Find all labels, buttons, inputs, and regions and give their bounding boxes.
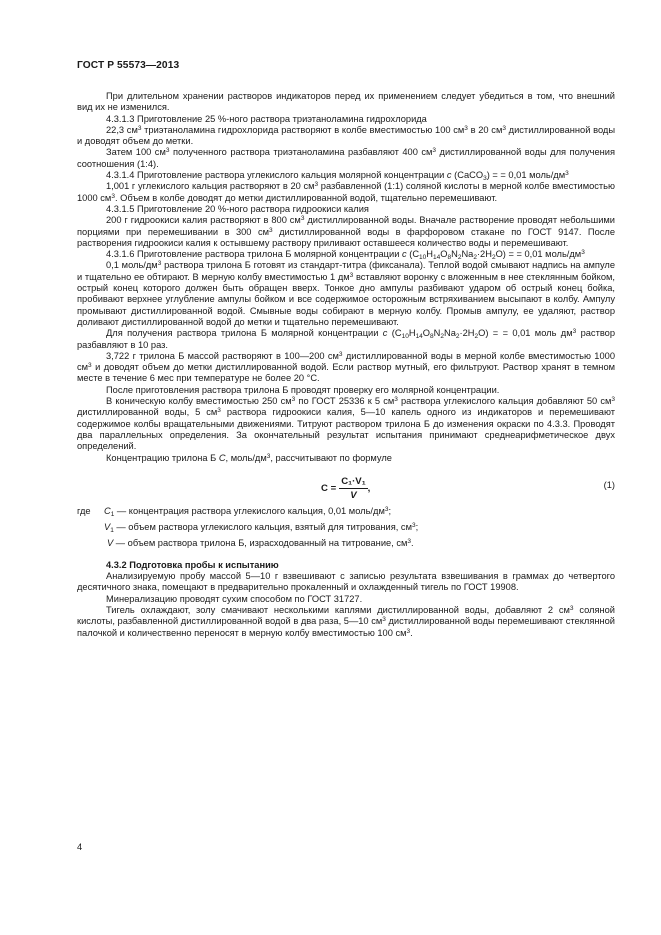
paragraph: Анализируемую пробу массой 5—10 г взвешивают с записью результата взвешивания в граммах до четвертого десятичного знака, помещают в предварительно прокаленный и охлажденный тигель по ГОСТ 19908. — [77, 571, 615, 593]
where-definition: V — объем раствора трилона Б, израсходованный на титрование, $см^3$. — [107, 537, 414, 548]
formula-fraction — [339, 476, 367, 502]
subsection-heading: 4.3.1.5 Приготовление 20 %-ного раствора гидроокиси калия — [106, 203, 369, 214]
paragraph: 200 г гидроокиси калия растворяют в 800 $см^3$ дистиллированной воды. Вначале растворение проводят небольшими порциями при перемешивании в 300 $см^3$ дистиллированной воды в фарфоровом стакане по ГОСТ 9147. После растворения гидроокиси калия к остывшему раствору приливают оставшееся количество воды и перемешивают. — [77, 215, 615, 248]
formula-tail: , — [367, 482, 371, 494]
where-definition: $V_1$ — объем раствора углекислого кальция, взятый для титрования, $см^3$; — [104, 521, 419, 534]
document-header: ГОСТ Р 55573—2013 — [77, 60, 180, 71]
paragraph: Тигель охлаждают, золу смачивают несколькими каплями дистиллированной воды, добавляют 2 $см^3$ соляной кислоты, разбавленной дистиллированной водой в два раза, 5—10 $см^3$ дистиллированной воды перемешивают стеклянной палочкой и количественно переносят в мерную колбу вместимостью 100 $см^3$. — [77, 604, 615, 638]
paragraph: При длительном хранении растворов индикаторов перед их применением следует убедиться в том, что внешний вид их не изменился. — [77, 91, 615, 113]
paragraph: В коническую колбу вместимостью 250 $см^3$ по ГОСТ 25336 к 5 $см^3$ раствора углекислого кальция добавляют 50 $см^3$ дистиллированной воды, 5 $см^3$ раствора гидроокиси калия, 5—10 капель одного из индикаторов и перемешивают содержимое колбы вращательными движениями. Титруют раствором трилона Б до изменения окраски по 4.3.3. Проводят два параллельных определения. За окончательный результат испытания принимают среднеарифметическое двух определений. — [77, 395, 615, 452]
where-row — [77, 538, 615, 554]
formula-number: (1) — [603, 479, 615, 490]
subsection-heading: 4.3.1.6 Приготовление раствора трилона Б молярной концентрации c $(C_{10}H_{14}O_8N_2Na_2\cdot 2H_2O)$ = = 0,01 моль/$дм^3$ — [106, 248, 585, 262]
paragraph: 3,722 г трилона Б массой растворяют в 100—200 $см^3$ дистиллированной воды в мерной колбе вместимостью 1000 $см^3$ и доводят объем до метки дистиллированной водой. Если раствор мутный, его фильтруют. Раствор хранят в темном месте в течение 6 мес при температуре не более 20 °С. — [77, 350, 615, 384]
paragraph: Минерализацию проводят сухим способом по ГОСТ 31727. — [106, 593, 363, 604]
formula-numerator: C₁·V₁ — [339, 476, 367, 489]
page-number: 4 — [77, 842, 83, 852]
formula-block — [77, 470, 615, 506]
paragraph: Для получения раствора трилона Б молярной концентрации c $(C_{10}H_{14}O_8N_2Na_2\cdot 2H_2O)$ = = 0,01 моль $дм^3$ раствор разбавляют в 10 раз. — [77, 328, 616, 350]
formula-denominator: V — [350, 490, 357, 502]
paragraph: 0,1 моль/$дм^3$ раствора трилона Б готовят из стандарт-титра (фиксанала). Теплой водой смывают надпись на ампуле и тщательно ее обтирают. В мерную колбу вместимостью 1 $дм^3$ вставляют воронку с вложенным в нее стеклянным бойком, острый конец которого должен быть обращен вверх. Тонкое дно ампулы разбивают ударом об острый конец бойка, пробивают верхнее углубление ампулы бойком и все содержимое осторожным встряхиванием высыпают в колбу. Ампулу промывают дистиллированной водой. Смывные воды собирают в мерную колбу. Промыв ампулу, ее удаляют, раствор доливают дистиллированной водой до метки и тщательно перемешивают. — [77, 260, 615, 327]
where-label: где — [77, 505, 91, 516]
section-heading: 4.3.2 Подготовка пробы к испытанию — [106, 559, 279, 570]
document-body — [77, 91, 615, 639]
paragraph: Концентрацию трилона Б C, моль/$дм^3$, рассчитывают по формуле — [106, 452, 392, 463]
where-row — [77, 522, 615, 538]
subsection-heading: 4.3.1.4 Приготовление раствора углекислого кальция молярной концентрации c (CaCO$_3$) = = 0,01 моль/$дм^3$ — [106, 169, 569, 183]
formula — [321, 476, 370, 502]
paragraph: 1,001 г углекислого кальция растворяют в 20 $см^3$ разбавленной (1:1) соляной кислоты в мерной колбе вместимостью 1000 $см^3$. Объем в колбе доводят до метки дистиллированной водой, тщательно перемешивают. — [77, 181, 615, 203]
subsection-heading: 4.3.1.3 Приготовление 25 %-ного раствора триэтаноламина гидрохлорида — [106, 113, 427, 124]
paragraph: 22,3 $см^3$ триэтаноламина гидрохлорида растворяют в колбе вместимостью 100 $см^3$ в 20 $см^3$ дистиллированной воды и доводят объем до метки. — [77, 124, 616, 147]
formula-lhs: C = — [321, 482, 337, 494]
where-row — [77, 506, 615, 522]
where-definition: $C_1$ — концентрация раствора углекислого кальция, 0,01 моль/$дм^3$; — [104, 505, 392, 518]
paragraph: После приготовления раствора трилона Б проводят проверку его молярной концентрации. — [106, 384, 500, 395]
paragraph: Затем 100 $см^3$ полученного раствора триэтаноламина разбавляют 400 $см^3$ дистиллированной воды для получения соотношения (1:4). — [77, 147, 616, 169]
